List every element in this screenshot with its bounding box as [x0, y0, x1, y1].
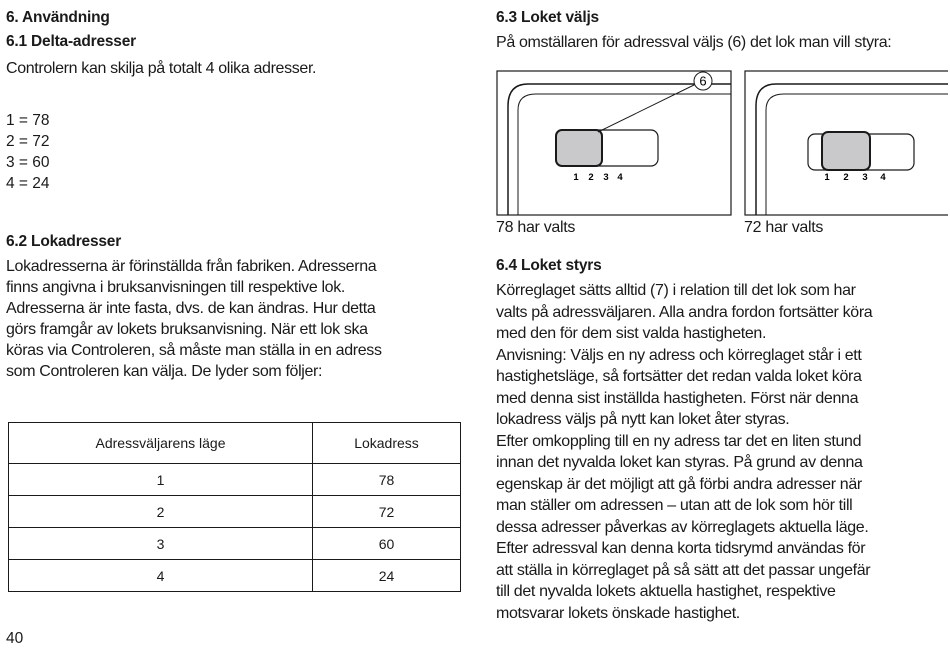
section-6-4-line: man ställer om adressen – utan att de lok som hör till [496, 497, 853, 514]
section-6-2-line: finns angivna i bruksanvisningen till respektive lok. [6, 279, 345, 296]
section-6-2-line: Lokadresserna är förinställda från fabriken. Adresserna [6, 258, 377, 275]
section-6-2-title: 6.2 Lokadresser [6, 233, 122, 250]
section-6-4-line: Anvisning: Väljs en ny adress och körreglaget står i ett [496, 346, 862, 364]
section-6-4-line: Efter adressval kan denna korta tidsrymd användas för [496, 540, 866, 557]
section-6-4-line: egenskap är det möjligt att gå förbi andra adresser när [496, 475, 862, 493]
figure-caption-right: 72 har valts [744, 219, 824, 236]
section-6-2-line: som Controleren kan välja. De lyder som följer: [6, 363, 323, 380]
section-6-4-title: 6.4 Loket styrs [496, 257, 602, 274]
address-item: 2 = 72 [6, 133, 50, 150]
section-6-3-title: 6.3 Loket väljs [496, 9, 599, 26]
table-header-cell: Lokadress [313, 423, 461, 464]
address-list [6, 110, 50, 194]
section-6-title: 6. Användning [6, 9, 110, 26]
section-6-4-line: med denna sist inställda hastigheten. Först när denna [496, 389, 859, 407]
table-row [9, 464, 461, 496]
table-cell: 2 [9, 496, 313, 528]
address-table [8, 422, 461, 592]
switch-position-label: 3 [603, 172, 609, 183]
switch-position-label: 2 [843, 172, 849, 183]
table-row [9, 496, 461, 528]
switch-position-label: 4 [617, 172, 623, 183]
address-item: 3 = 60 [6, 154, 50, 171]
section-6-4-line: Körreglaget sätts alltid (7) i relation till det lok som har [496, 282, 856, 299]
section-6-4-line: dessa adresser påverkas av körreglagets aktuella läge. [496, 518, 869, 536]
table-header-cell: Adressväljarens läge [9, 423, 313, 464]
section-6-2-line: görs framgår av lokets bruksanvisning. När ett lok ska [6, 321, 368, 338]
callout-label: 6 [699, 73, 707, 89]
table-cell: 72 [313, 496, 461, 528]
switch-position-label: 1 [573, 172, 579, 183]
address-item: 4 = 24 [6, 175, 50, 192]
section-6-4-line: hastighetsläge, så fortsätter det redan valda loket köra [496, 368, 862, 385]
section-6-4-line: med den för dem sist valda hastigheten. [496, 325, 767, 342]
switch-position-label: 2 [588, 172, 594, 183]
section-6-2-line: Adresserna är inte fasta, dvs. de kan ändras. Hur detta [6, 300, 376, 317]
section-6-1-text: Controlern kan skilja på totalt 4 olika adresser. [6, 60, 317, 77]
table-cell: 4 [9, 560, 313, 592]
switch-figure-78 [496, 70, 732, 216]
switch-figure-72 [744, 70, 948, 216]
table-cell: 3 [9, 528, 313, 560]
page-number: 40 [6, 630, 24, 647]
table-cell: 78 [313, 464, 461, 496]
section-6-1-title: 6.1 Delta-adresser [6, 33, 136, 50]
switch-position-label: 1 [824, 172, 830, 183]
section-6-4-line: till det nyvalda lokets aktuella hastighet, respektive [496, 583, 836, 600]
switch-position-label: 4 [880, 172, 886, 183]
table-cell: 1 [9, 464, 313, 496]
switch-position-label: 3 [862, 172, 868, 183]
section-6-4-line: lokadress väljs på nytt kan loket åter styras. [496, 411, 790, 428]
figure-caption-left: 78 har valts [496, 219, 576, 236]
section-6-4-line: motsvarar lokets önskade hastighet. [496, 604, 740, 622]
address-item: 1 = 78 [6, 112, 50, 129]
section-6-3-text: På omställaren för adressval väljs (6) det lok man vill styra: [496, 34, 892, 51]
table-row [9, 528, 461, 560]
section-6-4-line: Efter omkoppling till en ny adress tar det en liten stund [496, 432, 862, 450]
table-header-row [9, 423, 461, 464]
section-6-2-line: köras via Controleren, så måste man ställa in en adress [6, 342, 382, 359]
table-cell: 24 [313, 560, 461, 592]
section-6-4-line: valts på adressväljaren. Alla andra fordon fortsätter köra [496, 303, 873, 321]
section-6-4-line: att ställa in körreglaget på så sätt att det passar ungefär [496, 561, 871, 579]
table-row [9, 560, 461, 592]
section-6-4-line: innan det nyvalda loket kan styras. På grund av denna [496, 454, 863, 471]
table-cell: 60 [313, 528, 461, 560]
